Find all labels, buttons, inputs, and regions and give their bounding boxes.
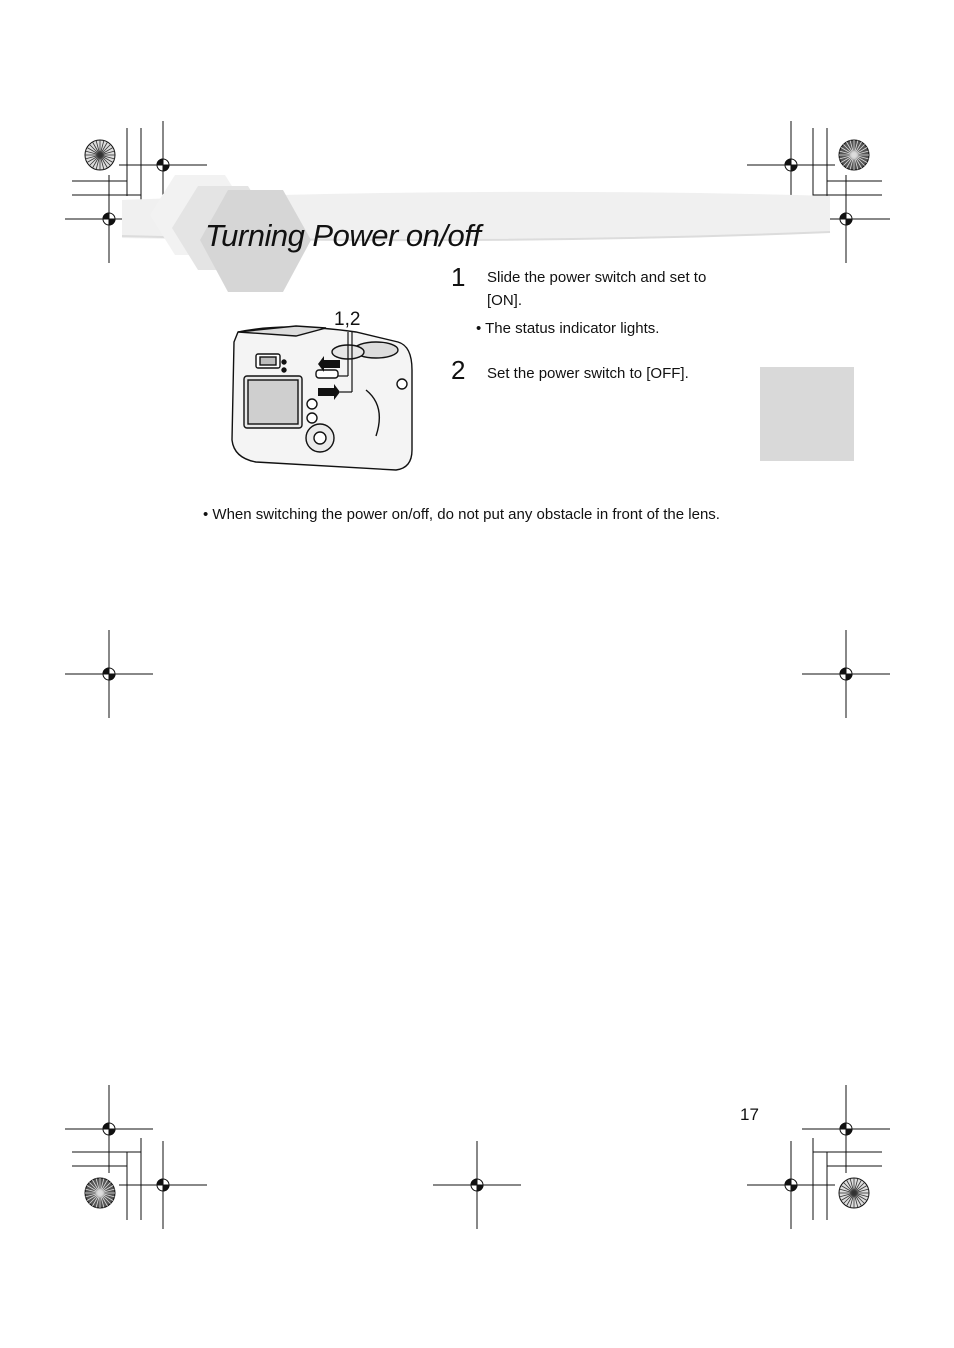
- crosshair-mark: [802, 1085, 890, 1173]
- starburst-mark: [85, 1178, 115, 1208]
- crosshair-mark: [119, 1141, 207, 1229]
- crosshair-mark: [65, 1085, 153, 1173]
- section-tab: [760, 367, 854, 461]
- step-2-number: 2: [451, 355, 466, 385]
- crosshair-mark: [802, 630, 890, 718]
- camera-back-illustration: [226, 310, 421, 480]
- footnote: • When switching the power on/off, do not put any obstacle in front of the lens.: [203, 506, 720, 523]
- step-2-text: Set the power switch to [OFF].: [487, 365, 689, 382]
- step-1-text: Slide the power switch and set to [ON].: [487, 269, 707, 309]
- crosshair-mark: [747, 1141, 835, 1229]
- page-number: 17: [740, 1105, 759, 1124]
- crosshair-mark: [65, 630, 153, 718]
- starburst-mark: [839, 1178, 869, 1208]
- page-title: Turning Power on/off: [205, 218, 481, 253]
- crosshair-mark: [433, 1141, 521, 1229]
- step-1-note: • The status indicator lights.: [476, 320, 660, 337]
- header-decoration: [0, 0, 954, 320]
- step-1-number: 1: [451, 262, 466, 292]
- figure-callout-label: 1,2: [334, 309, 361, 330]
